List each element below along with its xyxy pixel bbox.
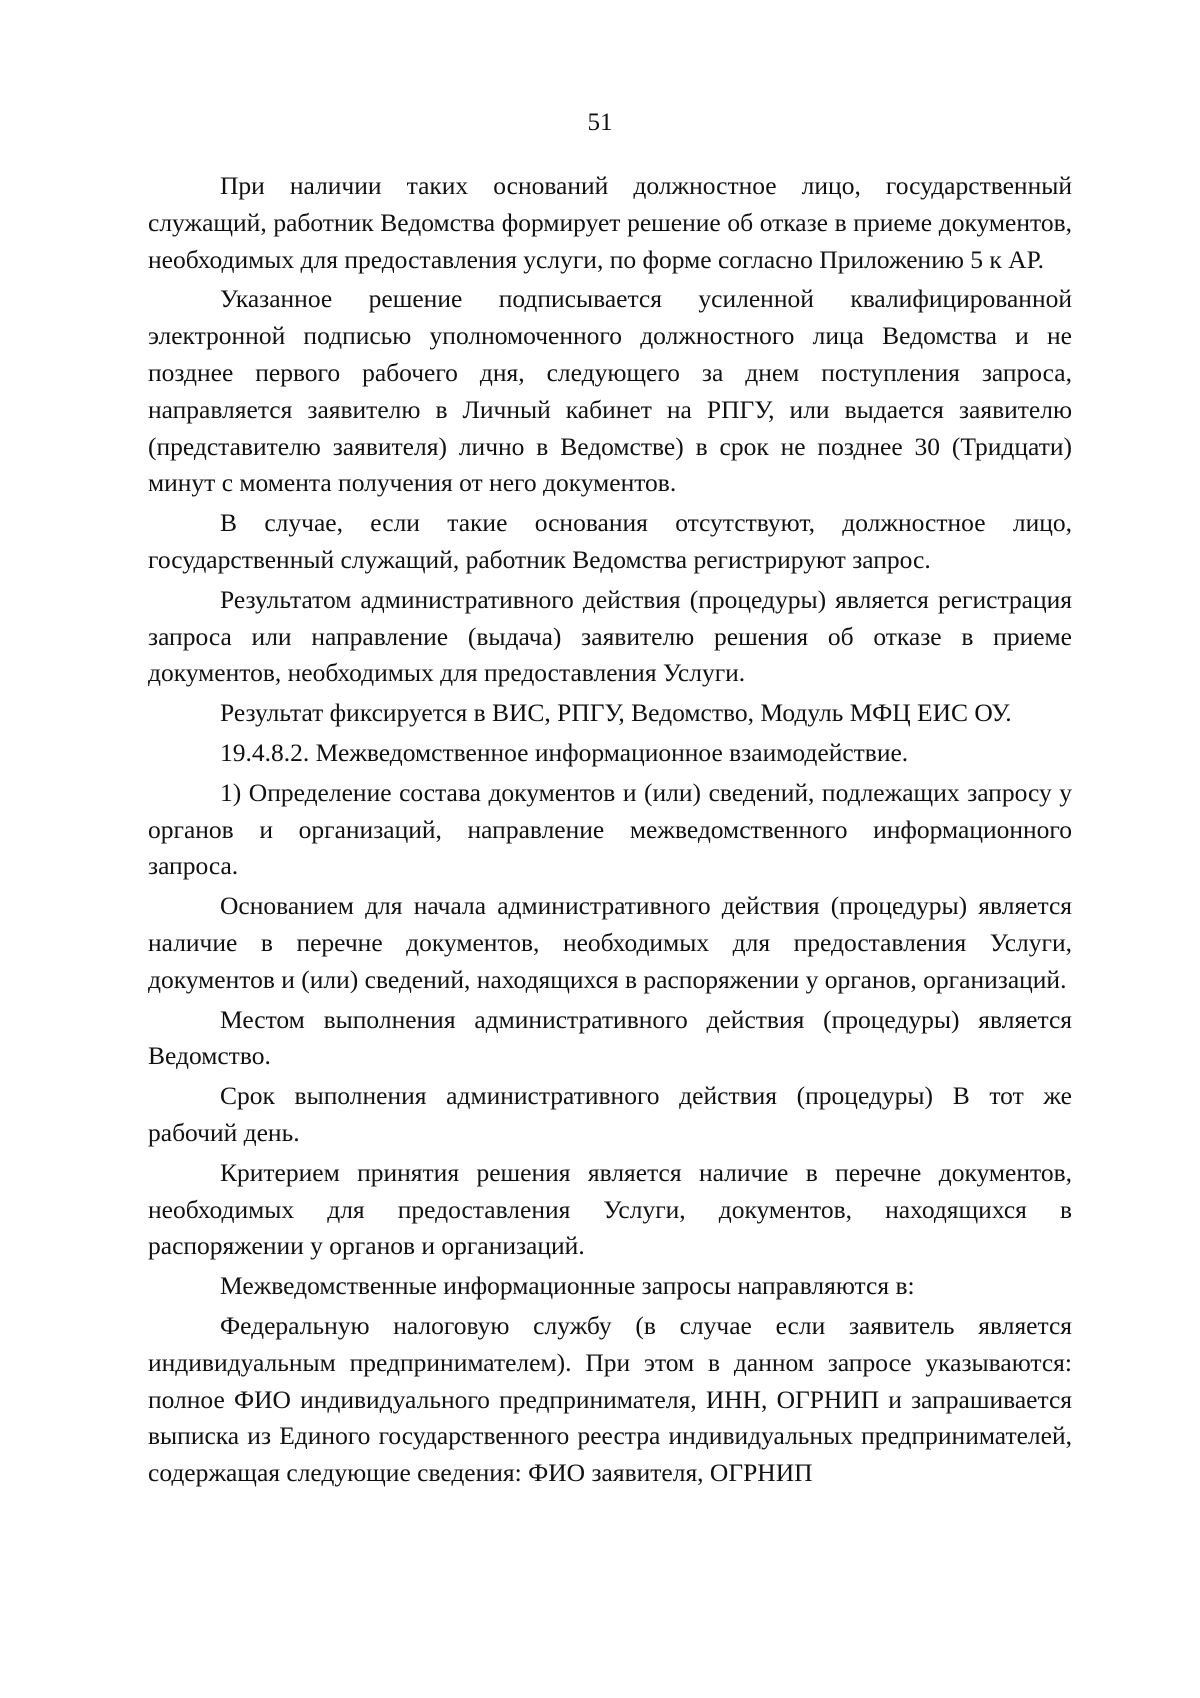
paragraph: 1) Определение состава документов и (или) сведений, подлежащих запросу у органов и организаций, направление межведомственного информационного запроса. bbox=[148, 777, 1072, 881]
paragraph: Результат фиксируется в ВИС, РПГУ, Ведомство, Модуль МФЦ ЕИС ОУ. bbox=[220, 698, 1012, 728]
paragraph: Федеральную налоговую службу (в случае если заявитель является индивидуальным предпринимателем). При этом в данном запросе указываются: полное ФИО индивидуального предпринимателя, ИНН, ОГРНИП и запрашивается выписка из Единого государственного реестра индивидуальных предпринимателей, содержащая следующие сведения: ФИО заявителя, ОГРНИП bbox=[148, 1310, 1072, 1488]
paragraph: Основанием для начала административного действия (процедуры) является наличие в перечне документов, необходимых для предоставления Услуги, документов и (или) сведений, находящихся в распоряжении у органов, организаций. bbox=[148, 891, 1072, 994]
paragraph: Критерием принятия решения является наличие в перечне документов, необходимых для предоставления Услуги, документов, находящихся в распоряжении у органов и организаций. bbox=[148, 1157, 1072, 1261]
paragraph: Указанное решение подписывается усиленной квалифицированной электронной подписью уполномоченного должностного лица Ведомства и не позднее первого рабочего дня, следующего за днем поступления запроса, направляется заявителю в Личный кабинет на РПГУ, или выдается заявителю (представителю заявителя) лично в Ведомстве) в срок не позднее 30 (Тридцати) минут с момента получения от него документов. bbox=[148, 284, 1072, 498]
paragraph: Результатом административного действия (процедуры) является регистрация запроса или направление (выдача) заявителю решения об отказе в приеме документов, необходимых для предоставления Услуги. bbox=[148, 584, 1072, 688]
document-body bbox=[148, 168, 1072, 1495]
paragraph: 19.4.8.2. Межведомственное информационное взаимодействие. bbox=[220, 737, 909, 767]
paragraph: Местом выполнения административного действия (процедуры) является Ведомство. bbox=[148, 1004, 1072, 1071]
paragraph: Межведомственные информационные запросы направляются в: bbox=[220, 1271, 915, 1301]
paragraph: Срок выполнения административного действия (процедуры) В тот же рабочий день. bbox=[148, 1081, 1072, 1147]
paragraph: В случае, если такие основания отсутствуют, должностное лицо, государственный служащий, работник Ведомства регистрируют запрос. bbox=[148, 508, 1072, 574]
paragraph: При наличии таких оснований должностное лицо, государственный служащий, работник Ведомства формирует решение об отказе в приеме документов, необходимых для предоставления услуги, по форме согласно Приложению 5 к АР. bbox=[148, 171, 1072, 274]
page-number: 51 bbox=[587, 109, 613, 136]
